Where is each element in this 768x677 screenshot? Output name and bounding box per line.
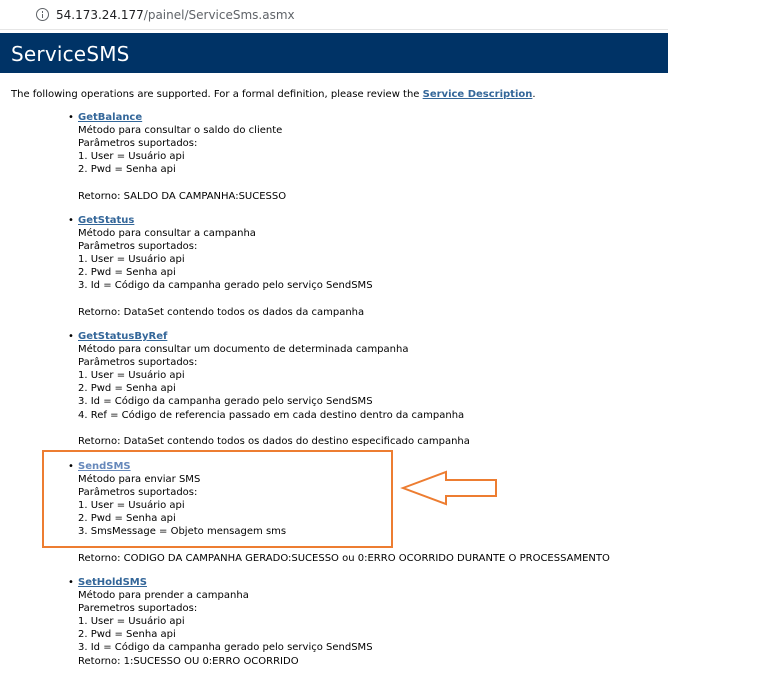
bullet: •	[68, 577, 74, 588]
operation-getstatusbyref	[68, 330, 470, 448]
operation-return: Retorno: SALDO DA CAMPANHA:SUCESSO	[78, 190, 287, 202]
bullet: •	[68, 461, 74, 472]
operation-description: Método para enviar SMS	[78, 474, 201, 486]
operation-link-getstatus[interactable]: GetStatus	[78, 215, 135, 226]
param-item: 3. SmsMessage = Objeto mensagem sms	[78, 526, 287, 538]
operation-description: Método para consultar a campanha	[78, 228, 256, 240]
arrow-shape	[403, 472, 496, 504]
info-icon[interactable]	[36, 8, 49, 21]
url-text[interactable]: 54.173.24.177/painel/ServiceSms.asmx	[56, 8, 295, 22]
operation-description: Método para prender a campanha	[78, 590, 249, 602]
param-item: 3. Id = Código da campanha gerado pelo serviço SendSMS	[78, 396, 373, 408]
param-item: 3. Id = Código da campanha gerado pelo serviço SendSMS	[78, 642, 373, 654]
page-title: ServiceSMS	[11, 42, 130, 66]
operation-return: Retorno: DataSet contendo todos os dados do destino especificado campanha	[78, 435, 470, 447]
param-item: 1. User = Usuário api	[78, 254, 185, 266]
params-heading: Parâmetros suportados:	[78, 487, 198, 499]
param-item: 2. Pwd = Senha api	[78, 267, 176, 279]
browser-address-bar[interactable]	[0, 0, 668, 30]
params-heading: Paremetros suportados:	[78, 603, 198, 615]
params-heading: Parâmetros suportados:	[78, 241, 198, 253]
operation-return: Retorno: CODIGO DA CAMPANHA GERADO:SUCESSO ou 0:ERRO OCORRIDO DURANTE O PROCESSAMENTO	[78, 552, 610, 564]
highlight-box	[42, 450, 393, 548]
param-item: 2. Pwd = Senha api	[78, 383, 176, 395]
param-item: 1. User = Usuário api	[78, 370, 185, 382]
intro-period: .	[532, 89, 536, 100]
operation-link-getbalance[interactable]: GetBalance	[78, 112, 143, 123]
bullet: •	[68, 331, 74, 342]
param-item: 1. User = Usuário api	[78, 151, 185, 163]
param-item: 2. Pwd = Senha api	[78, 629, 176, 641]
page-header	[0, 33, 668, 73]
params-heading: Parâmetros suportados:	[78, 357, 198, 369]
left-arrow-icon	[400, 470, 500, 506]
operation-link-getstatusbyref[interactable]: GetStatusByRef	[78, 331, 168, 342]
operation-link-sendsms[interactable]: SendSMS	[78, 461, 131, 472]
operation-link-setholdsms[interactable]: SetHoldSMS	[78, 577, 147, 588]
param-item: 1. User = Usuário api	[78, 616, 185, 628]
bullet: •	[68, 215, 74, 226]
operation-return: Retorno: DataSet contendo todos os dados da campanha	[78, 306, 365, 318]
params-heading: Parâmetros suportados:	[78, 138, 198, 150]
service-description-link[interactable]: Service Description	[422, 89, 533, 100]
param-item: 2. Pwd = Senha api	[78, 513, 176, 525]
operation-description: Método para consultar o saldo do cliente	[78, 125, 283, 137]
param-item: 4. Ref = Código de referencia passado em cada destino dentro da campanha	[78, 409, 465, 421]
operation-setholdsms	[68, 576, 373, 668]
operation-getbalance	[68, 111, 287, 203]
operation-description: Método para consultar um documento de determinada campanha	[78, 344, 409, 356]
param-item: 1. User = Usuário api	[78, 500, 185, 512]
intro-text: The following operations are supported. For a formal definition, please review the	[11, 89, 423, 100]
operation-getstatus	[68, 214, 373, 319]
bullet: •	[68, 112, 74, 123]
param-item: 3. Id = Código da campanha gerado pelo serviço SendSMS	[78, 280, 373, 292]
param-item: 2. Pwd = Senha api	[78, 164, 176, 176]
operation-return: Retorno: 1:SUCESSO OU 0:ERRO OCORRIDO	[78, 655, 299, 667]
intro-paragraph	[11, 88, 536, 101]
